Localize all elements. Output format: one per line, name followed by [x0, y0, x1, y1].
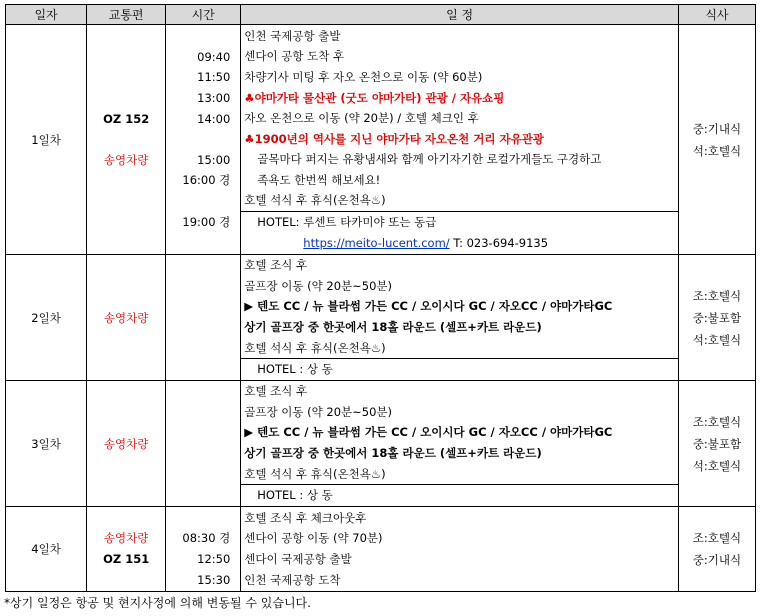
hotel-label: HOTEL : 상 동 [257, 488, 333, 503]
time-entry: 08:30 경 [182, 531, 231, 546]
meal-entry: 중:기내식 [692, 553, 742, 567]
schedule-line: 상기 골프장 중 한곳에서 18홀 라운드 (셀프+카트 라운드) [244, 446, 542, 460]
hotel-info [241, 211, 678, 253]
day-row-1 [6, 25, 756, 255]
time-entry: 12:50 [197, 552, 231, 566]
time-cell [166, 507, 241, 592]
schedule-cell [241, 255, 679, 381]
hotel-info [241, 358, 678, 380]
transport-cell [87, 507, 166, 592]
header-row [6, 5, 756, 25]
day-label: 4일차 [6, 507, 87, 592]
schedule-line: 자오 온천으로 이동 (약 20분) / 호텔 체크인 후 [244, 111, 479, 126]
meal-entry: 석:호텔식 [692, 143, 742, 158]
schedule-line: 인천 국제공항 출발 [244, 28, 341, 43]
day-row-2 [6, 255, 756, 381]
meal-cell [678, 507, 755, 592]
time-entry: 19:00 경 [182, 214, 231, 229]
schedule-cell [241, 381, 679, 507]
flight-number: OZ 151 [103, 552, 150, 566]
transport-vehicle: 송영차량 [103, 436, 149, 451]
transport-cell [87, 255, 166, 381]
time-entry: 11:50 [197, 70, 231, 85]
header-meal: 식사 [678, 5, 755, 25]
meal-entry: 조:호텔식 [692, 531, 742, 545]
schedule-line: 호텔 조식 후 [244, 258, 308, 273]
schedule-line: 센다이 공항 이동 (약 70분) [244, 531, 383, 546]
time-entry: 13:00 [197, 91, 231, 106]
time-entry: 15:30 [197, 572, 231, 587]
transport-cell [87, 25, 166, 255]
schedule-line: 족욕도 한번씩 해보세요! [257, 172, 381, 187]
transport-vehicle: 송영차량 [103, 531, 149, 546]
header-schedule: 일 정 [241, 5, 679, 25]
time-entry: 14:00 [197, 111, 231, 126]
time-cell [166, 381, 241, 507]
schedule-line: 골프장 이동 (약 20분~50분) [244, 404, 392, 419]
meal-entry: 중:불포함 [692, 436, 742, 451]
header-day: 일자 [6, 5, 87, 25]
flight-number: OZ 152 [103, 111, 150, 126]
itinerary-table [5, 4, 756, 592]
time-entry [166, 129, 240, 150]
time-entry: 16:00 경 [182, 173, 231, 188]
day-label: 3일차 [6, 381, 87, 507]
meal-entry: 석:호텔식 [692, 332, 742, 347]
schedule-cell [241, 507, 679, 592]
schedule-line: 골목마다 퍼지는 유황냄새와 함께 아기자기한 로컬가게들도 구경하고 [257, 152, 602, 167]
schedule-highlight: ♣야마가타 물산관 (굿도 야마가타) 관광 / 자유쇼핑 [244, 90, 505, 105]
golf-course-list: ▶ 텐도 CC / 뉴 블라썸 가든 CC / 오이시다 GC / 자오CC / 야마가타GC [244, 299, 613, 314]
transport-blank [87, 129, 165, 150]
day-row-3 [6, 381, 756, 507]
schedule-line: 호텔 석식 후 휴식(온천욕♨) [244, 193, 386, 208]
meal-entry: 중:기내식 [692, 121, 742, 136]
meal-cell [678, 381, 755, 507]
meal-cell [678, 25, 755, 255]
transport-vehicle: 송영차량 [103, 310, 149, 325]
schedule-line: 호텔 조식 후 체크아웃후 [244, 510, 367, 525]
schedule-line: 센다이 공항 도착 후 [244, 49, 345, 64]
time-entry [166, 508, 240, 529]
meal-entry: 중:불포함 [692, 310, 742, 325]
transport-cell [87, 381, 166, 507]
meal-entry: 조:호텔식 [692, 414, 742, 429]
meal-cell [678, 255, 755, 381]
hotel-label: HOTEL: 루센트 타카미야 또는 동급 [257, 215, 437, 230]
schedule-line: 센다이 국제공항 출발 [244, 552, 352, 566]
schedule-line: 골프장 이동 (약 20분~50분) [244, 278, 392, 293]
hotel-info [241, 484, 678, 506]
day-label: 1일차 [6, 25, 87, 255]
hotel-contact [241, 233, 678, 254]
transport-vehicle: 송영차량 [103, 152, 149, 167]
schedule-highlight: ♣1900년의 역사를 지닌 야마가타 자오온천 거리 자유관광 [244, 131, 544, 146]
schedule-line: 호텔 석식 후 휴식(온천욕♨) [244, 340, 386, 355]
hotel-label: HOTEL : 상 동 [257, 362, 333, 377]
header-time: 시간 [166, 5, 241, 25]
day-row-4 [6, 507, 756, 592]
meal-entry: 조:호텔식 [692, 288, 742, 303]
hotel-phone: T: 023-694-9135 [453, 235, 549, 250]
schedule-line: 상기 골프장 중 한곳에서 18홀 라운드 (셀프+카트 라운드) [244, 320, 542, 334]
day-label: 2일차 [6, 255, 87, 381]
header-transport: 교통편 [87, 5, 166, 25]
time-entry [166, 191, 240, 212]
footnote: *상기 일정은 항공 및 현지사정에 의해 변동될 수 있습니다. [4, 596, 311, 610]
meal-entry: 석:호텔식 [692, 458, 742, 473]
time-entry: 09:40 [197, 49, 231, 64]
time-cell [166, 25, 241, 255]
golf-course-list: ▶ 텐도 CC / 뉴 블라썸 가든 CC / 오이시다 GC / 자오CC / 야마가타GC [244, 425, 613, 440]
schedule-cell [241, 25, 679, 255]
schedule-line: 차량기사 미팅 후 자오 온천으로 이동 (약 60분) [244, 69, 483, 84]
time-entry: 15:00 [197, 152, 231, 167]
schedule-line: 호텔 조식 후 [244, 384, 308, 399]
hotel-website-link[interactable]: https://meito-lucent.com/ [303, 235, 450, 250]
schedule-line: 호텔 석식 후 휴식(온천욕♨) [244, 466, 386, 481]
time-cell [166, 255, 241, 381]
schedule-line: 인천 국제공항 도착 [244, 572, 341, 587]
